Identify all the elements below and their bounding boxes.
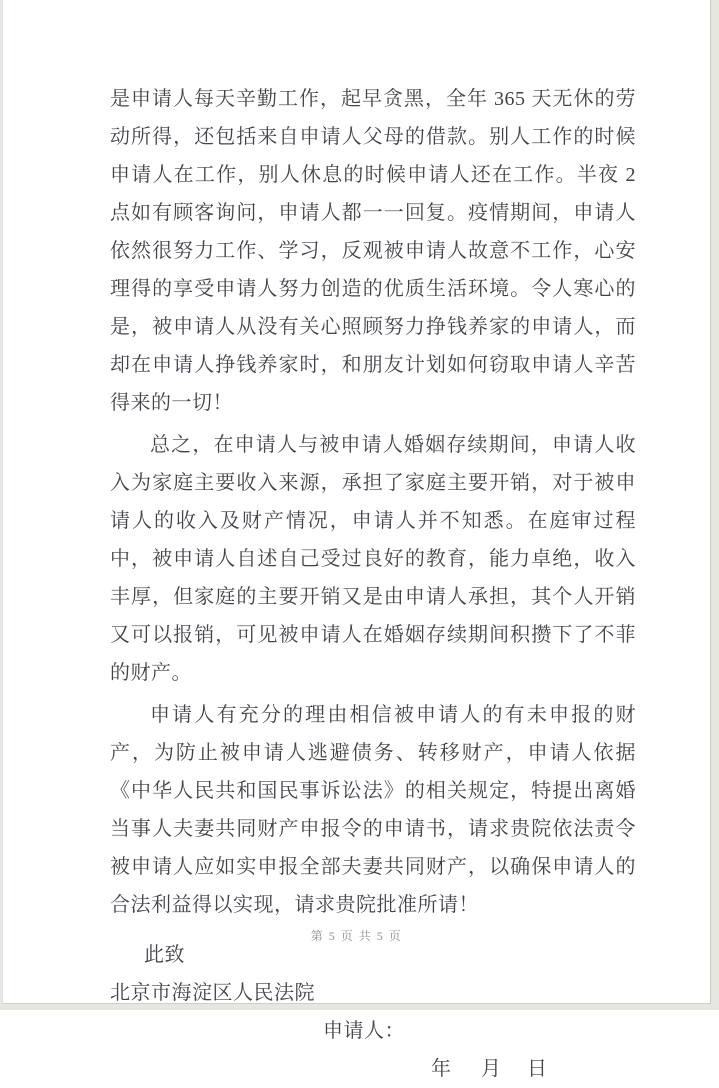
body-paragraph-request: 申请人有充分的理由相信被申请人的有未申报的财产，为防止被申请人逃避债务、转移财产，申请人依据《中华人民共和国民事诉讼法》的相关规定，特提出离婚当事人夫妻共同财产申报令的申请书，请求贵院依法责令被申请人应如实申报全部夫妻共同财产，以确保申请人的合法利益得以实现，请求贵院批准所请！ [110, 704, 636, 916]
body-paragraph-continuation: 是申请人每天辛勤工作，起早贪黑，全年 365 天无休的劳动所得，还包括来自申请人父母的借款。别人工作的时候申请人在工作，别人休息的时候申请人还在工作。半夜 2 点如有顾客询问，申请人都一一回复。疫情期间，申请人依然很努力工作、学习，反观被申请人故意不工作，心安理得的享受申请人努力创造的优质生活环境。令人寒心的是，被申请人从没有关心照顾努力挣钱养家的申请人，而却在申请人挣钱养家时，和朋友计划如何窃取申请人辛苦得来的一切！ [110, 88, 636, 414]
applicant-label: 申请人： [323, 1020, 405, 1042]
date-year-label: 年 [431, 1058, 452, 1080]
date-day-label: 日 [527, 1058, 548, 1080]
page-number-footer: 第 5 页 共 5 页 [310, 929, 403, 943]
closing-salute: 此致 [144, 944, 185, 966]
applicant-signature-line [110, 1012, 636, 1050]
date-month-label: 月 [481, 1058, 502, 1080]
signature-date-line [110, 1050, 636, 1088]
body-paragraph-summary: 总之，在申请人与被申请人婚姻存续期间，申请人收入为家庭主要收入来源，承担了家庭主要开销，对于被申请人的收入及财产情况，申请人并不知悉。在庭审过程中，被申请人自述自己受过良好的教育，能力卓绝，收入丰厚，但家庭的主要开销又是由申请人承担，其个人开销又可以报销，可见被申请人在婚姻存续期间积攒下了不菲的财产。 [110, 434, 636, 684]
document-page [2, 0, 711, 1080]
court-name: 北京市海淀区人民法院 [110, 982, 315, 1004]
